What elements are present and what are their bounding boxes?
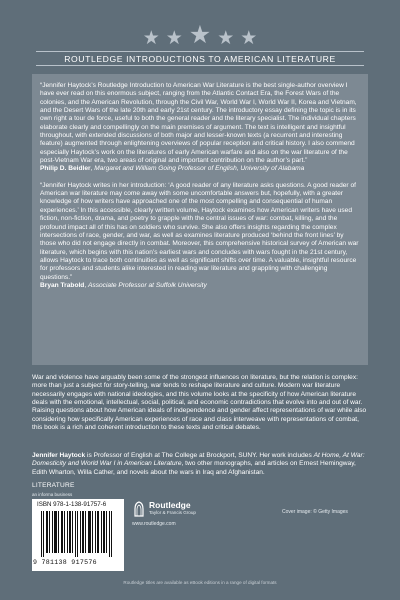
star-icon: ★ bbox=[217, 28, 235, 49]
subject-category: LITERATURE bbox=[32, 482, 75, 489]
bio-text: is Professor of English at The College at Brockport, SUNY. Her work includes bbox=[85, 452, 314, 459]
cover-credit: Cover image: © Getty Images bbox=[282, 509, 348, 515]
book-title: At Home, At War: Domesticity and World War I in American Literature bbox=[32, 452, 365, 468]
endorsements-panel bbox=[32, 74, 368, 365]
publisher-url[interactable]: www.routledge.com bbox=[132, 521, 176, 527]
isbn-label: ISBN 978-1-138-91757-6 bbox=[37, 501, 107, 508]
star-icon: ★ bbox=[240, 28, 258, 49]
stars-decoration bbox=[0, 20, 400, 48]
endorser-name: Philip D. Beidler bbox=[40, 165, 91, 173]
routledge-logo-icon bbox=[132, 501, 146, 517]
author-bio bbox=[32, 452, 368, 477]
series-title: ROUTLEDGE INTRODUCTIONS TO AMERICAN LITERATURE bbox=[36, 51, 364, 66]
endorsement-quote: “Jennifer Haytock’s Routledge Introduction to American War Literature is the best single-author overview I have ever read on this enormous subject, ranging from the Atlantic Contact Era, the Forest Wars of the colonies, and the American Revolution, through the Civil War, World War I, World War II, Korea and Vietnam, and the Desert Wars of the late 20th and early 21st century. The introductory essay defining the topic is in its own right a tour de force, useful to both the general reader and the literary specialist. The individual chapters elaborate clearly and compellingly on the main premises of argument. The text is intelligent and insightful throughout, with extended discussions of both major and lesser-known texts (a recurrent and interesting feature) augmented through enlightening overviews of popular reception and critical history. I also commend especially Haytock’s work on the literatures of early American warfare and also on the war literature of the post-Vietnam War era, two areas of original and important contribution on the author’s part.” bbox=[40, 82, 357, 165]
barcode-icon bbox=[41, 511, 115, 557]
endorser-name: Bryan Trabold bbox=[40, 281, 85, 289]
book-description: War and violence have arguably been some of the strongest influences on literature, but the relation is complex: more than just a subject for story-telling, war tends to reshape literature and culture. Modern war literature necessarily engages with national ideologies, and this volume looks at the specificity of how American literature deals with the emotional, intellectual, social, political, and economic contradictions that evolve into and out of war. Raising questions about how American ideals of independence and gender affect representations of war while also considering how specifically American experiences of race and class interweave with representations of combat, this book is a rich and coherent introduction to these texts and critical debates. bbox=[32, 374, 367, 432]
publisher-subtitle: Taylor & Francis Group bbox=[149, 510, 196, 515]
ebook-footer: Routledge titles are available as eBook editions in a range of digital formats bbox=[123, 580, 277, 585]
publisher-name: Routledge bbox=[149, 500, 191, 510]
barcode bbox=[32, 499, 124, 571]
author-name: Jennifer Haytock bbox=[32, 452, 86, 459]
endorsement-quote: “Jennifer Haytock writes in her introduction: ‘A good reader of any literature asks questions. A good reader of American war literature may come away with some uncomfortable answers but, hopefully, with a greater knowledge of how writers have approached one of the most compelling and consequential of human experiences.’ In this accessible, clearly written volume, Haytock examines how American writers have used fiction, non-fiction, drama, and poetry to grapple with the central issues of war: combat, killing, and the profound impact all of this has on soldiers who survive. She also offers insights regarding the complex intersections of race, gender, and war, as well as examines literature produced ‘behind the front lines’ by those who did not engage directly in combat. Moreover, this comprehensive historical survey of American war literature, which begins with this nation’s earliest wars and concludes with wars fought in the 21st century, allows Haytock to trace both continuities as well as significant shifts over time. A valuable, insightful resource for professors and students alike interested in reading war literature and grappling with challenging questions.” bbox=[40, 181, 359, 281]
star-icon: ★ bbox=[142, 28, 160, 49]
ean-digits: 9 781138 917576 bbox=[33, 559, 97, 566]
informa-label: an informa business bbox=[32, 492, 73, 497]
endorser-title: Associate Professor at Suffolk University bbox=[88, 281, 207, 289]
endorsement-attribution: Philip D. Beidler, Margaret and William Going Professor of English, University of Alabama bbox=[40, 165, 305, 173]
endorser-title: Margaret and William Going Professor of English, University of Alabama bbox=[94, 165, 305, 173]
endorsement-attribution: Bryan Trabold, Associate Professor at Suffolk University bbox=[40, 281, 207, 289]
star-icon: ★ bbox=[188, 21, 212, 49]
star-icon: ★ bbox=[165, 28, 183, 49]
bio-text: , two other monographs, and articles on Ernest Hemingway, Edith Wharton, Willa Cather, and novels about the wars in Iraq and Afghanistan. bbox=[32, 460, 356, 476]
